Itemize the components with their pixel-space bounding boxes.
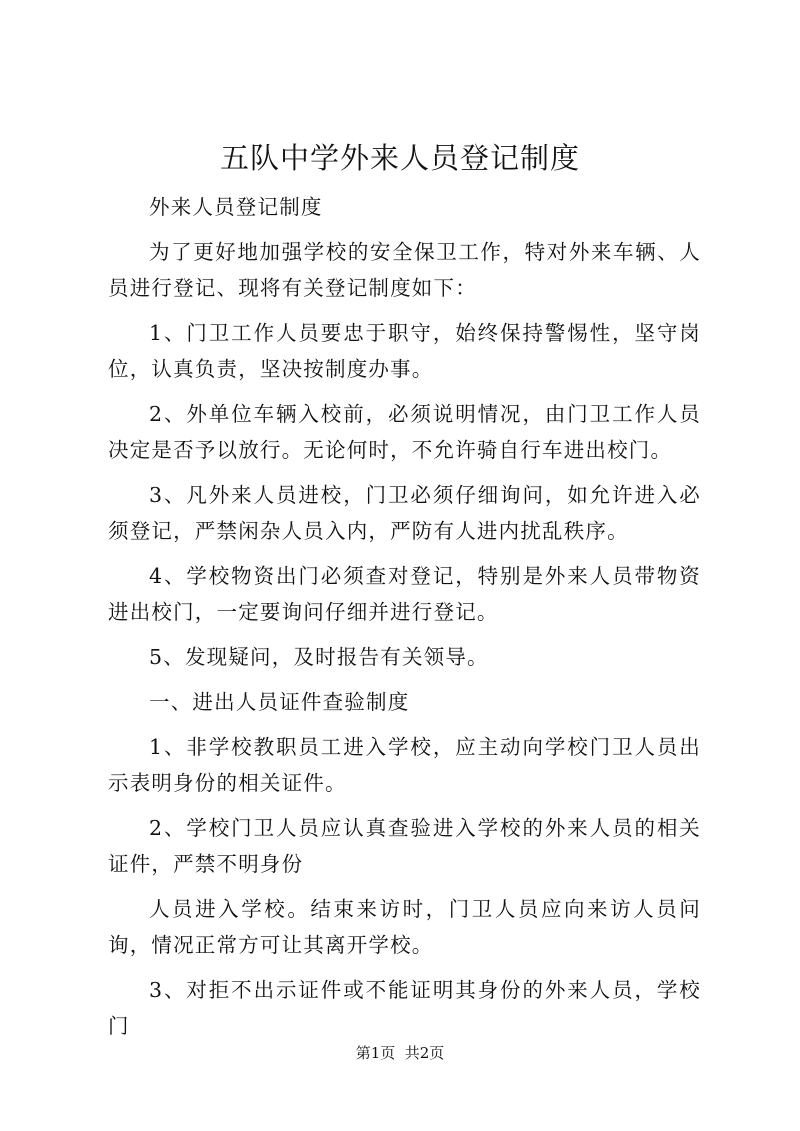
document-title: 五队中学外来人员登记制度 [219,141,580,175]
paragraph-rule-3: 3、凡外来人员进校，门卫必须仔细询问，如允许进入必须登记，严禁闲杂人员入内，严防有人进内扰乱秩序。 [108,483,701,543]
paragraph-rule-5: 5、发现疑问，及时报告有关领导。 [149,645,489,669]
paragraph-section-item-1: 1、非学校教职员工进入学校，应主动向学校门卫人员出示表明身份的相关证件。 [108,735,701,795]
paragraph-section-item-2-continued: 人员进入学校。结束来访时，门卫人员应向来访人员问询，情况正常方可让其离开学校。 [108,897,701,957]
paragraph-intro: 为了更好地加强学校的安全保卫工作，特对外来车辆、人员进行登记、现将有关登记制度如下： [108,240,701,300]
paragraph-subtitle: 外来人员登记制度 [149,195,323,219]
section-heading: 一、进出人员证件查验制度 [149,690,410,714]
page-footer: 第1页 共2页 [355,1044,445,1062]
paragraph-section-item-3: 3、对拒不出示证件或不能证明其身份的外来人员，学校门 [108,978,701,1038]
paragraph-rule-2: 2、外单位车辆入校前，必须说明情况，由门卫工作人员决定是否予以放行。无论何时，不允许骑自行车进出校门。 [108,402,701,462]
document-body [108,189,701,1053]
paragraph-rule-1: 1、门卫工作人员要忠于职守，始终保持警惕性，坚守岗位，认真负责，坚决按制度办事。 [108,321,701,381]
paragraph-section-item-2: 2、学校门卫人员应认真查验进入学校的外来人员的相关证件，严禁不明身份 [108,816,701,876]
paragraph-rule-4: 4、学校物资出门必须查对登记，特别是外来人员带物资进出校门，一定要询问仔细并进行登记。 [108,564,701,624]
